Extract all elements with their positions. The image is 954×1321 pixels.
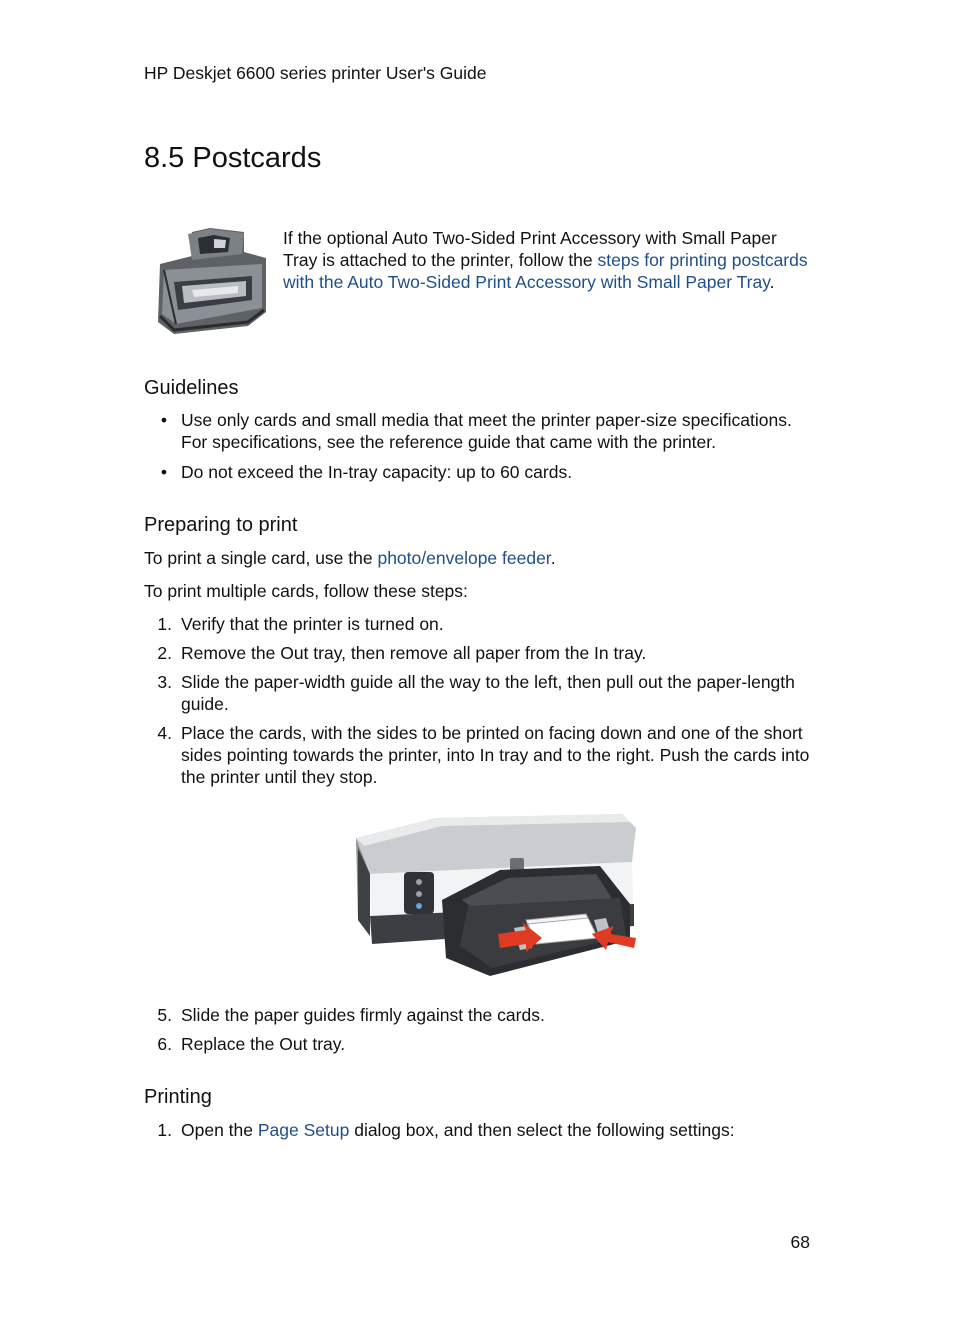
list-item xyxy=(144,642,816,664)
step-text: Slide the paper-width guide all the way to the left, then pull out the paper-length guide. xyxy=(181,672,795,714)
step-number: 2. xyxy=(157,643,172,663)
printing-steps-list xyxy=(144,1119,816,1141)
list-item xyxy=(144,671,816,715)
step-number: 5. xyxy=(157,1005,172,1025)
preparing-heading: Preparing to print xyxy=(144,514,298,536)
step-number: 4. xyxy=(157,723,172,743)
step-text: Slide the paper guides firmly against the cards. xyxy=(181,1005,545,1025)
step-text: Remove the Out tray, then remove all paper from the In tray. xyxy=(181,643,647,663)
intro-text-before: If the optional Auto Two-Sided Print Accessory with Small Paper Tray is attached to the printer, follow the xyxy=(283,228,777,270)
printing-heading: Printing xyxy=(144,1086,212,1108)
step-text: Place the cards, with the sides to be printed on facing down and one of the short sides pointing towards the printer, into In tray and to the right. Push the cards into the printer until they stop. xyxy=(181,723,810,787)
list-item xyxy=(144,461,816,483)
guideline-text: Do not exceed the In-tray capacity: up to 60 cards. xyxy=(181,462,573,482)
bullet: • xyxy=(160,410,168,430)
bullet: • xyxy=(160,462,168,482)
preparing-steps-list xyxy=(144,613,816,788)
list-item xyxy=(144,1004,816,1026)
page-setup-link[interactable]: Page Setup xyxy=(257,1120,350,1140)
two-sided-accessory-image xyxy=(152,226,272,336)
list-item xyxy=(144,1033,816,1055)
step-number: 6. xyxy=(157,1034,172,1054)
list-item xyxy=(144,722,816,788)
guidelines-list xyxy=(144,409,816,483)
page-title: 8.5 Postcards xyxy=(144,142,322,174)
intro-text-after: . xyxy=(769,272,775,292)
step-number: 3. xyxy=(157,672,172,692)
photo-envelope-feeder-link[interactable]: photo/envelope feeder xyxy=(377,548,551,568)
multiple-cards-paragraph: To print multiple cards, follow these steps: xyxy=(144,581,468,601)
guideline-text: Use only cards and small media that meet the printer paper-size specifications. For specifications, see the reference guide that came with the printer. xyxy=(181,410,792,452)
single-card-paragraph xyxy=(144,547,556,569)
page-number: 68 xyxy=(790,1232,810,1252)
list-item xyxy=(144,613,816,635)
step-text: Verify that the printer is turned on. xyxy=(181,614,444,634)
step-text-before: Open the xyxy=(181,1120,258,1140)
list-item xyxy=(144,409,816,453)
step-text: Replace the Out tray. xyxy=(181,1034,346,1054)
step-number: 1. xyxy=(157,614,172,634)
paragraph-text: . xyxy=(550,548,556,568)
list-item xyxy=(144,1119,816,1141)
running-header: HP Deskjet 6600 series printer User's Guide xyxy=(144,63,487,83)
paragraph-text: To print a single card, use the xyxy=(144,548,378,568)
guidelines-heading: Guidelines xyxy=(144,377,239,399)
preparing-steps-list-continued xyxy=(144,1004,816,1055)
step-number: 1. xyxy=(157,1120,172,1140)
step-text-after: dialog box, and then select the following settings: xyxy=(349,1120,735,1140)
two-sided-postcard-steps-link[interactable]: steps for printing postcards with the Auto Two-Sided Print Accessory with Small Paper Tray xyxy=(283,250,808,292)
intro-paragraph xyxy=(283,227,813,293)
printer-loading-cards-image xyxy=(350,808,642,984)
